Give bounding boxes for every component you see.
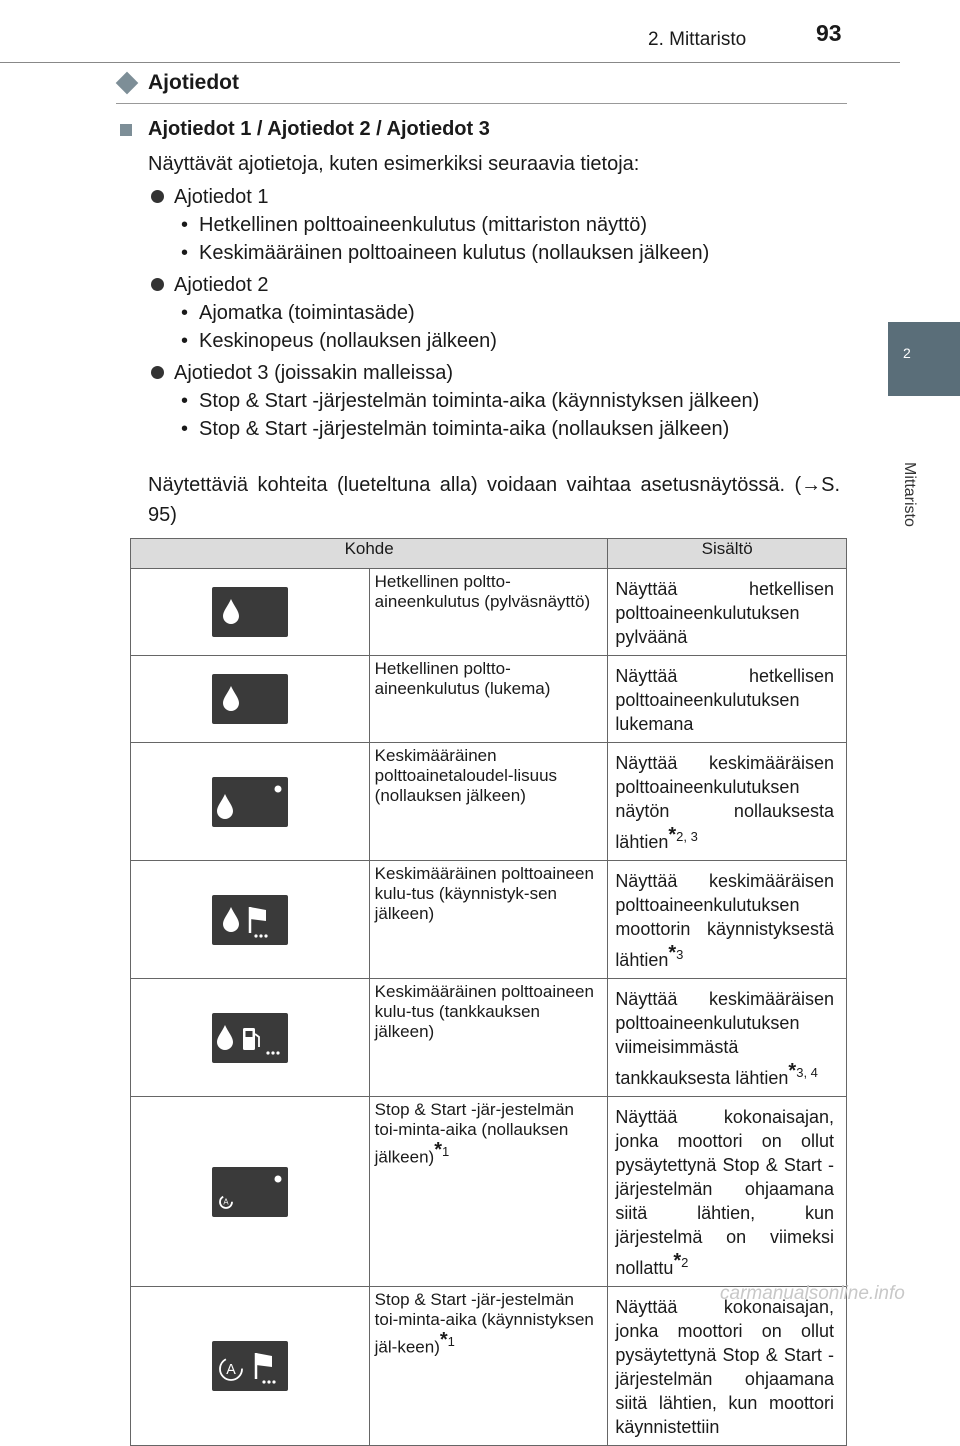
- list-item: [151, 271, 841, 299]
- chapter-tab-number: 2: [903, 345, 911, 361]
- icon-cell: [131, 569, 370, 656]
- square-bullet-icon: [120, 124, 132, 136]
- bullet-icon: •: [181, 242, 189, 264]
- list-item: [151, 359, 841, 387]
- bullet-icon: •: [181, 418, 189, 440]
- list-subitem: [181, 415, 841, 443]
- item-description-cell: [608, 861, 847, 979]
- icon-cell: [131, 656, 370, 743]
- item-description: Näyttää kokonaisajan, jonka moottori on ollut pysäytettynä Stop & Start -järjestelmän ohjaamana siitä lähtien, kun moottori käynnistettiin: [615, 1297, 834, 1437]
- item-description: Näyttää keskimääräisen polttoaineenkulutuksen moottorin käynnistyksestä lähtien: [615, 871, 834, 970]
- icon-cell: [131, 861, 370, 979]
- list-group: [151, 271, 841, 355]
- list-item: [151, 183, 841, 211]
- list-item-title: Ajotiedot 1: [174, 186, 269, 208]
- item-name: Hetkellinen poltto-aineenkulutus (lukema): [374, 659, 551, 698]
- fuel-drop-icon: [212, 674, 288, 724]
- item-description: Näyttää keskimääräisen polttoaineenkulutuksen viimeisimmästä tankkauksesta lähtien: [615, 989, 834, 1088]
- item-name: Stop & Start -jär-jestelmän toi-minta-aika (käynnistyksen jäl-keen): [374, 1290, 594, 1357]
- list-subitem: [181, 239, 841, 267]
- bullet-icon: •: [181, 214, 189, 236]
- column-header-item: Kohde: [131, 539, 608, 569]
- item-name-cell: [369, 743, 608, 861]
- column-header-content: Sisältö: [608, 539, 847, 569]
- fuel-drop-flag-icon: [212, 895, 288, 945]
- item-description: Näyttää hetkellisen polttoaineenkulutuksen lukemana: [615, 666, 834, 734]
- table-row: [131, 1287, 847, 1446]
- bullet-icon: •: [181, 302, 189, 324]
- subsection-heading: [120, 118, 490, 141]
- icon-cell: [131, 1287, 370, 1446]
- item-description: Näyttää hetkellisen polttoaineenkulutuksen pylväänä: [615, 579, 834, 647]
- item-description-cell: [608, 1097, 847, 1287]
- list-subitem-text: Keskinopeus (nollauksen jälkeen): [199, 330, 497, 352]
- list-subitem-text: Ajomatka (toimintasäde): [199, 302, 415, 324]
- item-name-cell: [369, 1287, 608, 1446]
- item-name-cell: [369, 569, 608, 656]
- footnote-marker: *3, 4: [788, 1060, 818, 1082]
- chapter-tab: [888, 322, 960, 396]
- table-row: [131, 1097, 847, 1287]
- list-item-title: Ajotiedot 2: [174, 274, 269, 296]
- item-description-cell: [608, 656, 847, 743]
- item-name: Hetkellinen poltto-aineenkulutus (pylväsnäyttö): [374, 572, 591, 611]
- stop-start-reset-icon: [212, 1167, 288, 1217]
- heading-rule: [116, 103, 847, 104]
- item-description-cell: [608, 1287, 847, 1446]
- footnote-marker: *1: [434, 1139, 450, 1161]
- table-row: [131, 569, 847, 656]
- trip-info-list: [151, 183, 841, 447]
- table-row: [131, 656, 847, 743]
- fuel-drop-pump-icon: [212, 1013, 288, 1063]
- bullet-dot-icon: [151, 278, 164, 291]
- icon-cell: [131, 979, 370, 1097]
- item-name-cell: [369, 656, 608, 743]
- footnote-marker: *2, 3: [668, 824, 698, 846]
- item-name: Stop & Start -jär-jestelmän toi-minta-aika (nollauksen jälkeen): [374, 1100, 575, 1167]
- bullet-dot-icon: [151, 190, 164, 203]
- page-number: 93: [816, 20, 842, 46]
- svg-text:A: A: [223, 1197, 229, 1207]
- table-row: [131, 743, 847, 861]
- item-name: Keskimääräinen polttoaineen kulu-tus (tankkauksen jälkeen): [374, 982, 594, 1041]
- item-name-cell: [369, 861, 608, 979]
- list-item-title: Ajotiedot 3 (joissakin malleissa): [174, 362, 454, 384]
- item-name-cell: [369, 979, 608, 1097]
- list-subitem: [181, 299, 841, 327]
- intro-text: Näyttävät ajotietoja, kuten esimerkiksi seuraavia tietoja:: [148, 153, 640, 175]
- item-name: Keskimääräinen polttoainetaloudel-lisuus (nollauksen jälkeen): [374, 746, 558, 805]
- item-name: Keskimääräinen polttoaineen kulu-tus (käynnistyk-sen jälkeen): [374, 864, 594, 923]
- fuel-drop-reset-icon: [212, 777, 288, 827]
- icon-cell: [131, 1097, 370, 1287]
- list-subitem-text: Hetkellinen polttoaineenkulutus (mittariston näyttö): [199, 214, 648, 236]
- item-description-cell: [608, 743, 847, 861]
- stop-start-flag-icon: [212, 1341, 288, 1391]
- icon-cell: [131, 743, 370, 861]
- outro-text: Näytettäviä kohteita (lueteltuna alla) voidaan vaihtaa asetusnäytössä. (→S. 95): [148, 474, 840, 526]
- list-group: [151, 183, 841, 267]
- subsection-heading-text: Ajotiedot 1 / Ajotiedot 2 / Ajotiedot 3: [148, 118, 490, 140]
- svg-text:A: A: [226, 1361, 236, 1378]
- footnote-marker: *2: [673, 1250, 689, 1272]
- diamond-icon: [116, 72, 139, 95]
- list-subitem-text: Stop & Start -järjestelmän toiminta-aika (nollauksen jälkeen): [199, 418, 730, 440]
- item-name-cell: [369, 1097, 608, 1287]
- watermark: carmanualsonline.info: [720, 1283, 905, 1304]
- fuel-drop-icon: [212, 587, 288, 637]
- section-heading-text: Ajotiedot: [148, 71, 239, 94]
- list-subitem: [181, 327, 841, 355]
- item-description: Näyttää keskimääräisen polttoaineenkulutuksen näytön nollauksesta lähtien: [615, 753, 834, 852]
- item-description-cell: [608, 569, 847, 656]
- section-title: 2. Mittaristo: [648, 29, 747, 50]
- item-description: Näyttää kokonaisajan, jonka moottori on ollut pysäytettynä Stop & Start -järjestelmän ohjaamana siitä lähtien, kun järjestelmä on viimeksi nollattu: [615, 1107, 834, 1278]
- list-subitem: [181, 387, 841, 415]
- table-row: [131, 979, 847, 1097]
- bullet-dot-icon: [151, 366, 164, 379]
- section-heading: [119, 71, 239, 95]
- table-row: [131, 861, 847, 979]
- item-description-cell: [608, 979, 847, 1097]
- list-subitem-text: Stop & Start -järjestelmän toiminta-aika (käynnistyksen jälkeen): [199, 390, 760, 412]
- chapter-tab-label: Mittaristo: [901, 462, 918, 527]
- list-group: [151, 359, 841, 443]
- footnote-marker: *3: [668, 942, 684, 964]
- header-rule: [0, 62, 900, 63]
- list-subitem-text: Keskimääräinen polttoaineen kulutus (nollauksen jälkeen): [199, 242, 710, 264]
- footnote-marker: *1: [439, 1329, 455, 1351]
- bullet-icon: •: [181, 390, 189, 412]
- table-header-row: [131, 539, 847, 569]
- list-subitem: [181, 211, 841, 239]
- bullet-icon: •: [181, 330, 189, 352]
